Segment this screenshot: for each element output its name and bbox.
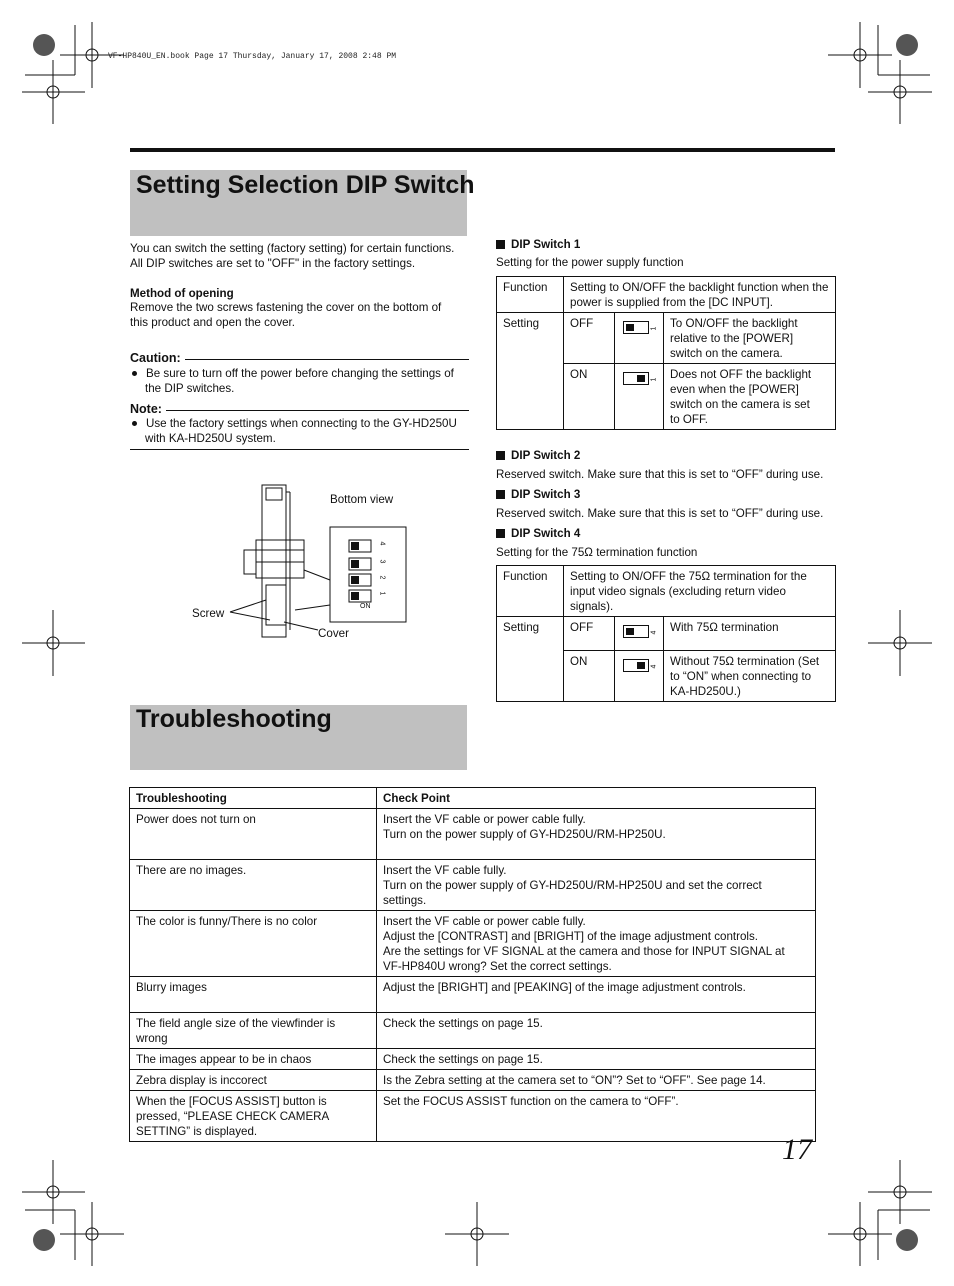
table-row xyxy=(130,1091,816,1142)
troubleshooting-title: Troubleshooting xyxy=(136,705,332,733)
file-info-header: VF-HP840U_EN.book Page 17 Thursday, January 17, 2008 2:48 PM xyxy=(108,52,397,61)
switch1-off-diagram xyxy=(615,313,664,364)
table-row xyxy=(130,1070,816,1091)
switch2-heading: DIP Switch 2 xyxy=(496,448,580,463)
check-cell: Set the FOCUS ASSIST function on the camera to “OFF”. xyxy=(377,1091,816,1142)
square-bullet-icon xyxy=(496,529,505,538)
method-line: Remove the two screws fastening the cover on the bottom of xyxy=(130,301,442,314)
switch4-on-diagram xyxy=(615,651,664,702)
top-rule xyxy=(130,148,835,152)
note-label: Note: xyxy=(130,402,162,416)
table-row xyxy=(130,1049,816,1070)
check-cell: Is the Zebra setting at the camera set to “ON”? Set to “OFF”. See page 14. xyxy=(377,1070,816,1091)
cover-label: Cover xyxy=(318,627,349,640)
column-header: Troubleshooting xyxy=(130,788,377,809)
caution-rule xyxy=(185,359,469,360)
dip-switch-on-icon: 1 xyxy=(623,372,649,385)
table-row xyxy=(130,911,816,977)
problem-cell: Blurry images xyxy=(130,977,377,1013)
switch3-desc: Reserved switch. Make sure that this is set to “OFF” during use. xyxy=(496,507,824,520)
switch4-off-diagram xyxy=(615,617,664,651)
off-label: OFF xyxy=(564,617,615,651)
switch4-desc: Setting for the 75Ω termination function xyxy=(496,546,698,559)
square-bullet-icon xyxy=(496,490,505,499)
problem-cell: Zebra display is inccorect xyxy=(130,1070,377,1091)
problem-cell: The images appear to be in chaos xyxy=(130,1049,377,1070)
function-label: Function xyxy=(497,277,564,313)
page-number: 17 xyxy=(782,1133,812,1166)
switch2-desc: Reserved switch. Make sure that this is set to “OFF” during use. xyxy=(496,468,824,481)
caution-label: Caution: xyxy=(130,351,181,365)
method-line: this product and open the cover. xyxy=(130,316,296,329)
switch4-heading: DIP Switch 4 xyxy=(496,526,580,541)
dip-switch-off-icon: 1 xyxy=(623,321,649,334)
square-bullet-icon xyxy=(496,451,505,460)
problem-cell: When the [FOCUS ASSIST] button is pressed, “PLEASE CHECK CAMERA SETTING” is displayed. xyxy=(130,1091,377,1142)
dip-section-title: Setting Selection DIP Switch xyxy=(136,171,475,199)
table-row xyxy=(130,977,816,1013)
off-label: OFF xyxy=(564,313,615,364)
table-header-row xyxy=(130,788,816,809)
note-text: Use the factory settings when connecting to the GY-HD250U with KA-HD250U system. xyxy=(130,416,475,446)
switch1-on-diagram xyxy=(615,364,664,430)
switch1-heading: DIP Switch 1 xyxy=(496,237,580,252)
switch3-heading: DIP Switch 3 xyxy=(496,487,580,502)
check-cell: Insert the VF cable or power cable fully. Adjust the [CONTRAST] and [BRIGHT] of the image adjustment controls. Are the settings for VF SIGNAL at the camera and those for INPUT SIGNAL at VF-HP840U wrong? Set the correct settings. xyxy=(377,911,816,977)
check-cell: Check the settings on page 15. xyxy=(377,1013,816,1049)
note-rule xyxy=(166,410,469,411)
on-label: ON xyxy=(564,651,615,702)
dip-intro xyxy=(130,241,475,271)
troubleshooting-section-header xyxy=(130,705,467,770)
dip-switch-off-icon: 4 xyxy=(623,625,649,638)
on-desc: Does not OFF the backlight even when the [POWER] switch on the camera is set to OFF. xyxy=(664,364,836,430)
bullet-icon xyxy=(132,371,137,376)
problem-cell: There are no images. xyxy=(130,860,377,911)
bottom-view-label: Bottom view xyxy=(330,493,394,506)
check-cell: Check the settings on page 15. xyxy=(377,1049,816,1070)
function-text: Setting to ON/OFF the 75Ω termination for the input video signals (excluding return video signals). xyxy=(564,566,836,617)
method-heading: Method of opening xyxy=(130,287,234,300)
on-desc: Without 75Ω termination (Set to “ON” when connecting to KA-HD250U.) xyxy=(664,651,836,702)
intro-line: You can switch the setting (factory setting) for certain functions. xyxy=(130,242,455,255)
table-row xyxy=(130,860,816,911)
bottom-view-figure xyxy=(190,480,410,645)
switch-number-2: 2 xyxy=(378,575,386,580)
function-text: Setting to ON/OFF the backlight function when the power is supplied from the [DC INPUT]. xyxy=(564,277,836,313)
caution-text: Be sure to turn off the power before changing the settings of the DIP switches. xyxy=(130,366,475,396)
on-label: ON xyxy=(360,603,371,610)
check-cell: Adjust the [BRIGHT] and [PEAKING] of the image adjustment controls. xyxy=(377,977,816,1013)
off-desc: With 75Ω termination xyxy=(664,617,836,651)
screw-label: Screw xyxy=(192,607,225,620)
square-bullet-icon xyxy=(496,240,505,249)
switch-number-3: 3 xyxy=(378,559,386,564)
setting-label: Setting xyxy=(497,617,564,702)
problem-cell: The field angle size of the viewfinder is wrong xyxy=(130,1013,377,1049)
on-label: ON xyxy=(564,364,615,430)
function-label: Function xyxy=(497,566,564,617)
dip-switch-on-icon: 4 xyxy=(623,659,649,672)
bullet-icon xyxy=(132,421,137,426)
switch1-table xyxy=(496,276,836,430)
switch-number-1: 1 xyxy=(378,591,386,596)
table-row xyxy=(130,809,816,860)
dip-section-header xyxy=(130,170,475,236)
setting-label: Setting xyxy=(497,313,564,430)
switch1-desc: Setting for the power supply function xyxy=(496,256,684,269)
switch4-table xyxy=(496,565,836,702)
problem-cell: The color is funny/There is no color xyxy=(130,911,377,977)
problem-cell: Power does not turn on xyxy=(130,809,377,860)
switch-number-4: 4 xyxy=(378,541,386,546)
check-cell: Insert the VF cable or power cable fully. Turn on the power supply of GY-HD250U/RM-HP250U. xyxy=(377,809,816,860)
off-desc: To ON/OFF the backlight relative to the [POWER] switch on the camera. xyxy=(664,313,836,364)
note-bottom-rule xyxy=(130,449,469,450)
method-text xyxy=(130,300,475,330)
table-row xyxy=(130,1013,816,1049)
troubleshooting-table xyxy=(129,787,816,1142)
intro-line: All DIP switches are set to "OFF" in the factory settings. xyxy=(130,257,416,270)
column-header: Check Point xyxy=(377,788,816,809)
check-cell: Insert the VF cable fully. Turn on the power supply of GY-HD250U/RM-HP250U and set the correct settings. xyxy=(377,860,816,911)
